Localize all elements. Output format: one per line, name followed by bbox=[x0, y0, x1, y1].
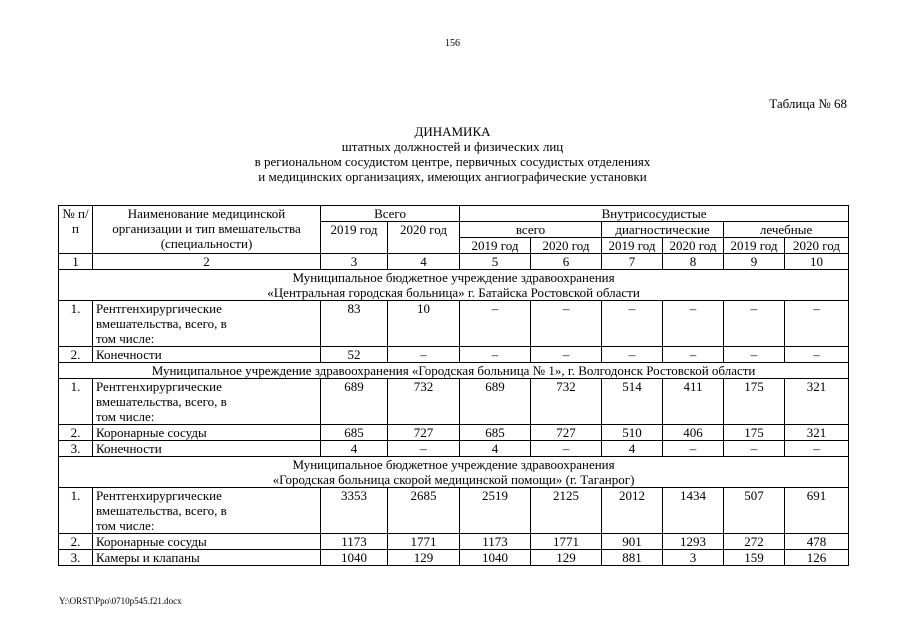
row-value: 1771 bbox=[388, 534, 460, 550]
row-value: 4 bbox=[321, 441, 388, 457]
row-value: – bbox=[602, 347, 663, 363]
document-heading bbox=[0, 124, 905, 184]
row-name: Коронарные сосуды bbox=[93, 534, 321, 550]
header-sub-2020: 2020 год bbox=[531, 238, 602, 254]
row-value: 2012 bbox=[602, 488, 663, 534]
row-value: 406 bbox=[663, 425, 724, 441]
col-number: 3 bbox=[321, 254, 388, 270]
organization-name-line-2: «Центральная городская больница» г. Батайска Ростовской области bbox=[267, 285, 640, 300]
row-value: – bbox=[531, 301, 602, 347]
organization-name bbox=[59, 270, 849, 301]
header-ther-2019: 2019 год bbox=[724, 238, 785, 254]
row-value: 126 bbox=[785, 550, 849, 566]
col-number: 6 bbox=[531, 254, 602, 270]
row-value: 689 bbox=[460, 379, 531, 425]
row-value: – bbox=[388, 441, 460, 457]
data-table bbox=[58, 205, 849, 566]
organization-name-line-2: «Городская больница скорой медицинской помощи» (г. Таганрог) bbox=[272, 472, 635, 487]
row-value: 272 bbox=[724, 534, 785, 550]
row-value: 732 bbox=[531, 379, 602, 425]
row-value: 175 bbox=[724, 379, 785, 425]
col-number: 5 bbox=[460, 254, 531, 270]
row-number: 2. bbox=[59, 425, 93, 441]
row-value: – bbox=[663, 347, 724, 363]
organization-name-line-1: Муниципальное учреждение здравоохранения «Городская больница № 1», г. Волгодонск Ростовской области bbox=[151, 363, 756, 378]
header-endovascular: Внутрисосудистые bbox=[460, 206, 849, 222]
row-value: 1173 bbox=[460, 534, 531, 550]
row-value: 478 bbox=[785, 534, 849, 550]
row-value: 1040 bbox=[460, 550, 531, 566]
row-value: 1040 bbox=[321, 550, 388, 566]
row-value: 1293 bbox=[663, 534, 724, 550]
col-number: 8 bbox=[663, 254, 724, 270]
row-value: – bbox=[724, 441, 785, 457]
row-value: 321 bbox=[785, 425, 849, 441]
row-value: 4 bbox=[460, 441, 531, 457]
row-value: 727 bbox=[531, 425, 602, 441]
footer-file-path: Y:\ORST\Ppo\0710p545.f21.docx bbox=[59, 596, 182, 606]
row-value: – bbox=[785, 441, 849, 457]
row-number: 3. bbox=[59, 441, 93, 457]
row-value: 83 bbox=[321, 301, 388, 347]
row-name: Конечности bbox=[93, 347, 321, 363]
row-value: 507 bbox=[724, 488, 785, 534]
row-value: 685 bbox=[321, 425, 388, 441]
row-number: 1. bbox=[59, 379, 93, 425]
row-value: – bbox=[663, 301, 724, 347]
header-ther-2020: 2020 год bbox=[785, 238, 849, 254]
header-diag-2020: 2020 год bbox=[663, 238, 724, 254]
row-value: – bbox=[785, 301, 849, 347]
table-row bbox=[59, 425, 849, 441]
header-total-2019: 2019 год bbox=[321, 222, 388, 254]
header-row-1 bbox=[59, 206, 849, 222]
row-value: – bbox=[460, 347, 531, 363]
row-value: 321 bbox=[785, 379, 849, 425]
row-value: 2519 bbox=[460, 488, 531, 534]
row-value: 1771 bbox=[531, 534, 602, 550]
row-value: 1173 bbox=[321, 534, 388, 550]
header-therapeutic: лечебные bbox=[724, 222, 849, 238]
table-row bbox=[59, 441, 849, 457]
organization-row bbox=[59, 457, 849, 488]
row-number: 2. bbox=[59, 534, 93, 550]
row-value: – bbox=[724, 301, 785, 347]
row-value: 689 bbox=[321, 379, 388, 425]
row-value: 10 bbox=[388, 301, 460, 347]
row-value: – bbox=[531, 347, 602, 363]
row-value: 129 bbox=[531, 550, 602, 566]
row-value: 3353 bbox=[321, 488, 388, 534]
row-number: 3. bbox=[59, 550, 93, 566]
row-value: – bbox=[602, 301, 663, 347]
heading-subtitle-2: в региональном сосудистом центре, первичных сосудистых отделениях bbox=[254, 154, 651, 169]
table-row bbox=[59, 379, 849, 425]
row-value: – bbox=[460, 301, 531, 347]
row-value: 514 bbox=[602, 379, 663, 425]
heading-subtitle-1: штатных должностей и физических лиц bbox=[341, 139, 564, 154]
row-number: 1. bbox=[59, 488, 93, 534]
row-value: 129 bbox=[388, 550, 460, 566]
col-number: 10 bbox=[785, 254, 849, 270]
heading-title: ДИНАМИКА bbox=[414, 124, 491, 139]
row-name: Рентгенхирургические вмешательства, всего, в том числе: bbox=[93, 488, 321, 534]
row-value: 2125 bbox=[531, 488, 602, 534]
row-name: Коронарные сосуды bbox=[93, 425, 321, 441]
col-number: 9 bbox=[724, 254, 785, 270]
table-row bbox=[59, 347, 849, 363]
row-value: 732 bbox=[388, 379, 460, 425]
table-row bbox=[59, 550, 849, 566]
row-value: 175 bbox=[724, 425, 785, 441]
header-sub-2019: 2019 год bbox=[460, 238, 531, 254]
row-name: Рентгенхирургические вмешательства, всего, в том числе: bbox=[93, 379, 321, 425]
row-name: Рентгенхирургические вмешательства, всего, в том числе: bbox=[93, 301, 321, 347]
row-value: 4 bbox=[602, 441, 663, 457]
organization-name bbox=[59, 363, 849, 379]
row-value: 411 bbox=[663, 379, 724, 425]
row-name: Камеры и клапаны bbox=[93, 550, 321, 566]
organization-row bbox=[59, 363, 849, 379]
row-number: 2. bbox=[59, 347, 93, 363]
header-total-2020: 2020 год bbox=[388, 222, 460, 254]
row-value: 691 bbox=[785, 488, 849, 534]
organization-name bbox=[59, 457, 849, 488]
organization-name-line-1: Муниципальное бюджетное учреждение здравоохранения bbox=[292, 457, 615, 472]
table-label: Таблица № 68 bbox=[769, 96, 847, 111]
row-value: 159 bbox=[724, 550, 785, 566]
page-number: 156 bbox=[445, 38, 460, 49]
row-value: 510 bbox=[602, 425, 663, 441]
row-value: 3 bbox=[663, 550, 724, 566]
col-number: 2 bbox=[93, 254, 321, 270]
header-total: Всего bbox=[321, 206, 460, 222]
row-value: 727 bbox=[388, 425, 460, 441]
column-number-row bbox=[59, 254, 849, 270]
table-row bbox=[59, 534, 849, 550]
row-value: – bbox=[388, 347, 460, 363]
row-value: 881 bbox=[602, 550, 663, 566]
row-value: 1434 bbox=[663, 488, 724, 534]
row-value: 2685 bbox=[388, 488, 460, 534]
header-name: Наименование медицинской организации и тип вмешательства (специальности) bbox=[93, 206, 321, 254]
row-value: 52 bbox=[321, 347, 388, 363]
row-value: 901 bbox=[602, 534, 663, 550]
organization-name-line-1: Муниципальное бюджетное учреждение здравоохранения bbox=[292, 270, 615, 285]
header-diagnostic: диагностические bbox=[602, 222, 724, 238]
table-row bbox=[59, 488, 849, 534]
col-number: 7 bbox=[602, 254, 663, 270]
header-num: № п/п bbox=[59, 206, 93, 254]
row-value: – bbox=[785, 347, 849, 363]
row-value: – bbox=[531, 441, 602, 457]
row-value: 685 bbox=[460, 425, 531, 441]
col-number: 1 bbox=[59, 254, 93, 270]
heading-subtitle-3: и медицинских организациях, имеющих ангиографические установки bbox=[258, 169, 647, 184]
header-diag-2019: 2019 год bbox=[602, 238, 663, 254]
row-name: Конечности bbox=[93, 441, 321, 457]
row-number: 1. bbox=[59, 301, 93, 347]
col-number: 4 bbox=[388, 254, 460, 270]
header-sub-total: всего bbox=[460, 222, 602, 238]
table-row bbox=[59, 301, 849, 347]
organization-row bbox=[59, 270, 849, 301]
row-value: – bbox=[724, 347, 785, 363]
row-value: – bbox=[663, 441, 724, 457]
